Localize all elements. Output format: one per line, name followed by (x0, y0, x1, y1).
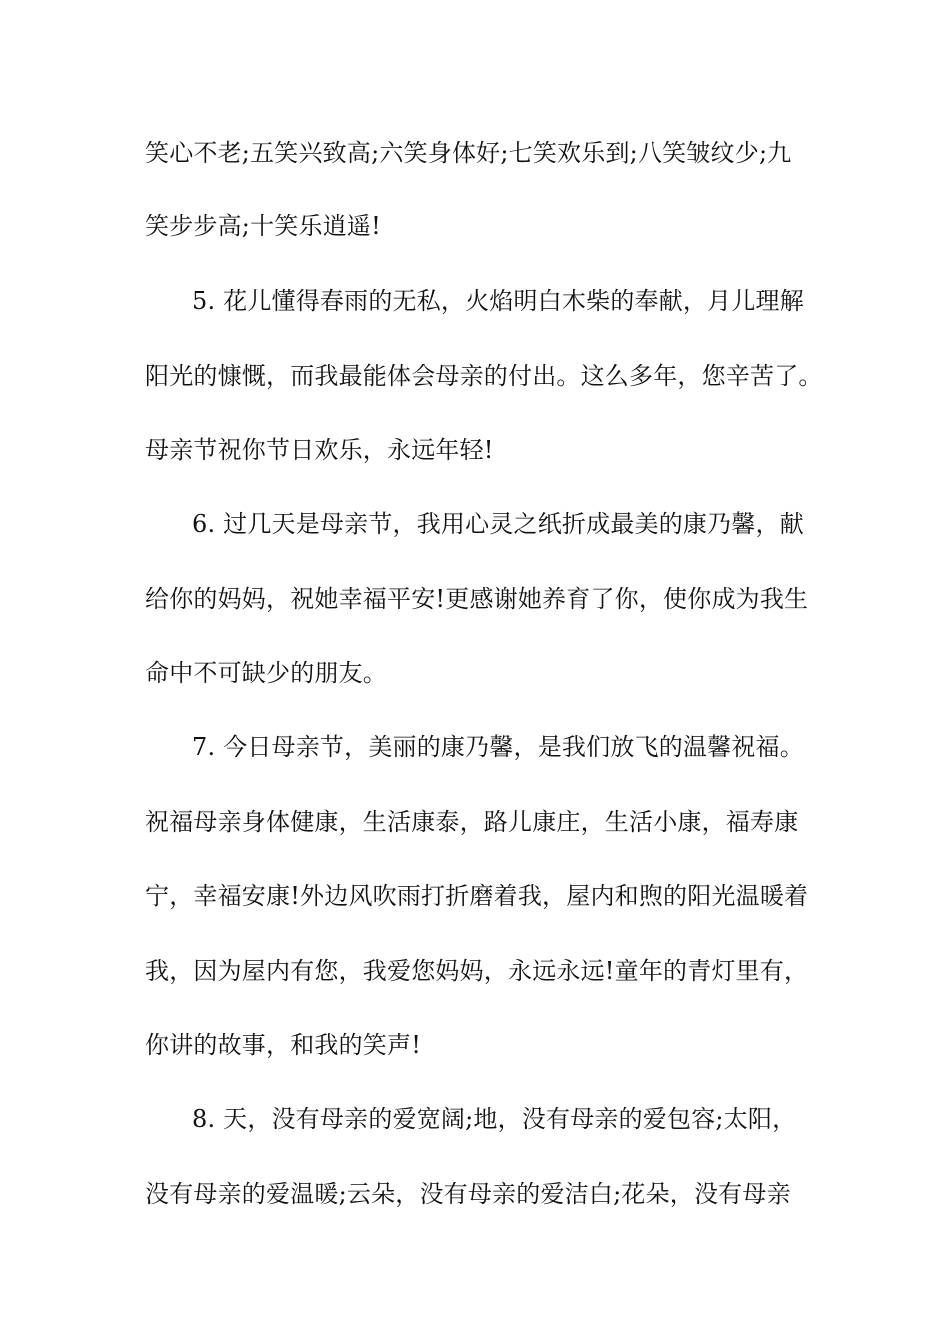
text-line: 阳光的慷慨，而我最能体会母亲的付出。这么多年，您辛苦了。 (145, 362, 823, 390)
text-line: 宁，幸福安康!外边风吹雨打折磨着我，屋内和煦的阳光温暖着 (145, 882, 809, 910)
text-line: 祝福母亲身体健康，生活康泰，路儿康庄，生活小康，福寿康 (145, 808, 799, 836)
paragraph-start-8: 8. 天，没有母亲的爱宽阔;地，没有母亲的爱包容;太阳， (192, 1105, 797, 1133)
text-line: 没有母亲的爱温暖;云朵，没有母亲的爱洁白;花朵，没有母亲 (145, 1180, 791, 1208)
text-line: 命中不可缺少的朋友。 (145, 659, 387, 687)
text-line: 给你的妈妈，祝她幸福平安!更感谢她养育了你，使你成为我生 (145, 585, 809, 613)
text-line: 笑步步高;十笑乐逍遥! (145, 212, 381, 240)
paragraph-start-7: 7. 今日母亲节，美丽的康乃馨，是我们放飞的温馨祝福。 (192, 733, 804, 761)
text-line: 母亲节祝你节日欢乐，永远年轻! (145, 436, 494, 464)
text-line: 笑心不老;五笑兴致高;六笑身体好;七笑欢乐到;八笑皱纹少;九 (145, 139, 792, 167)
text-line: 我，因为屋内有您，我爱您妈妈，永远永远!童年的青灯里有， (145, 957, 809, 985)
text-line: 你讲的故事，和我的笑声! (145, 1031, 422, 1059)
paragraph-start-5: 5. 花儿懂得春雨的无私，火焰明白木柴的奉献，月儿理解 (192, 287, 804, 315)
paragraph-start-6: 6. 过几天是母亲节，我用心灵之纸折成最美的康乃馨，献 (192, 510, 804, 538)
